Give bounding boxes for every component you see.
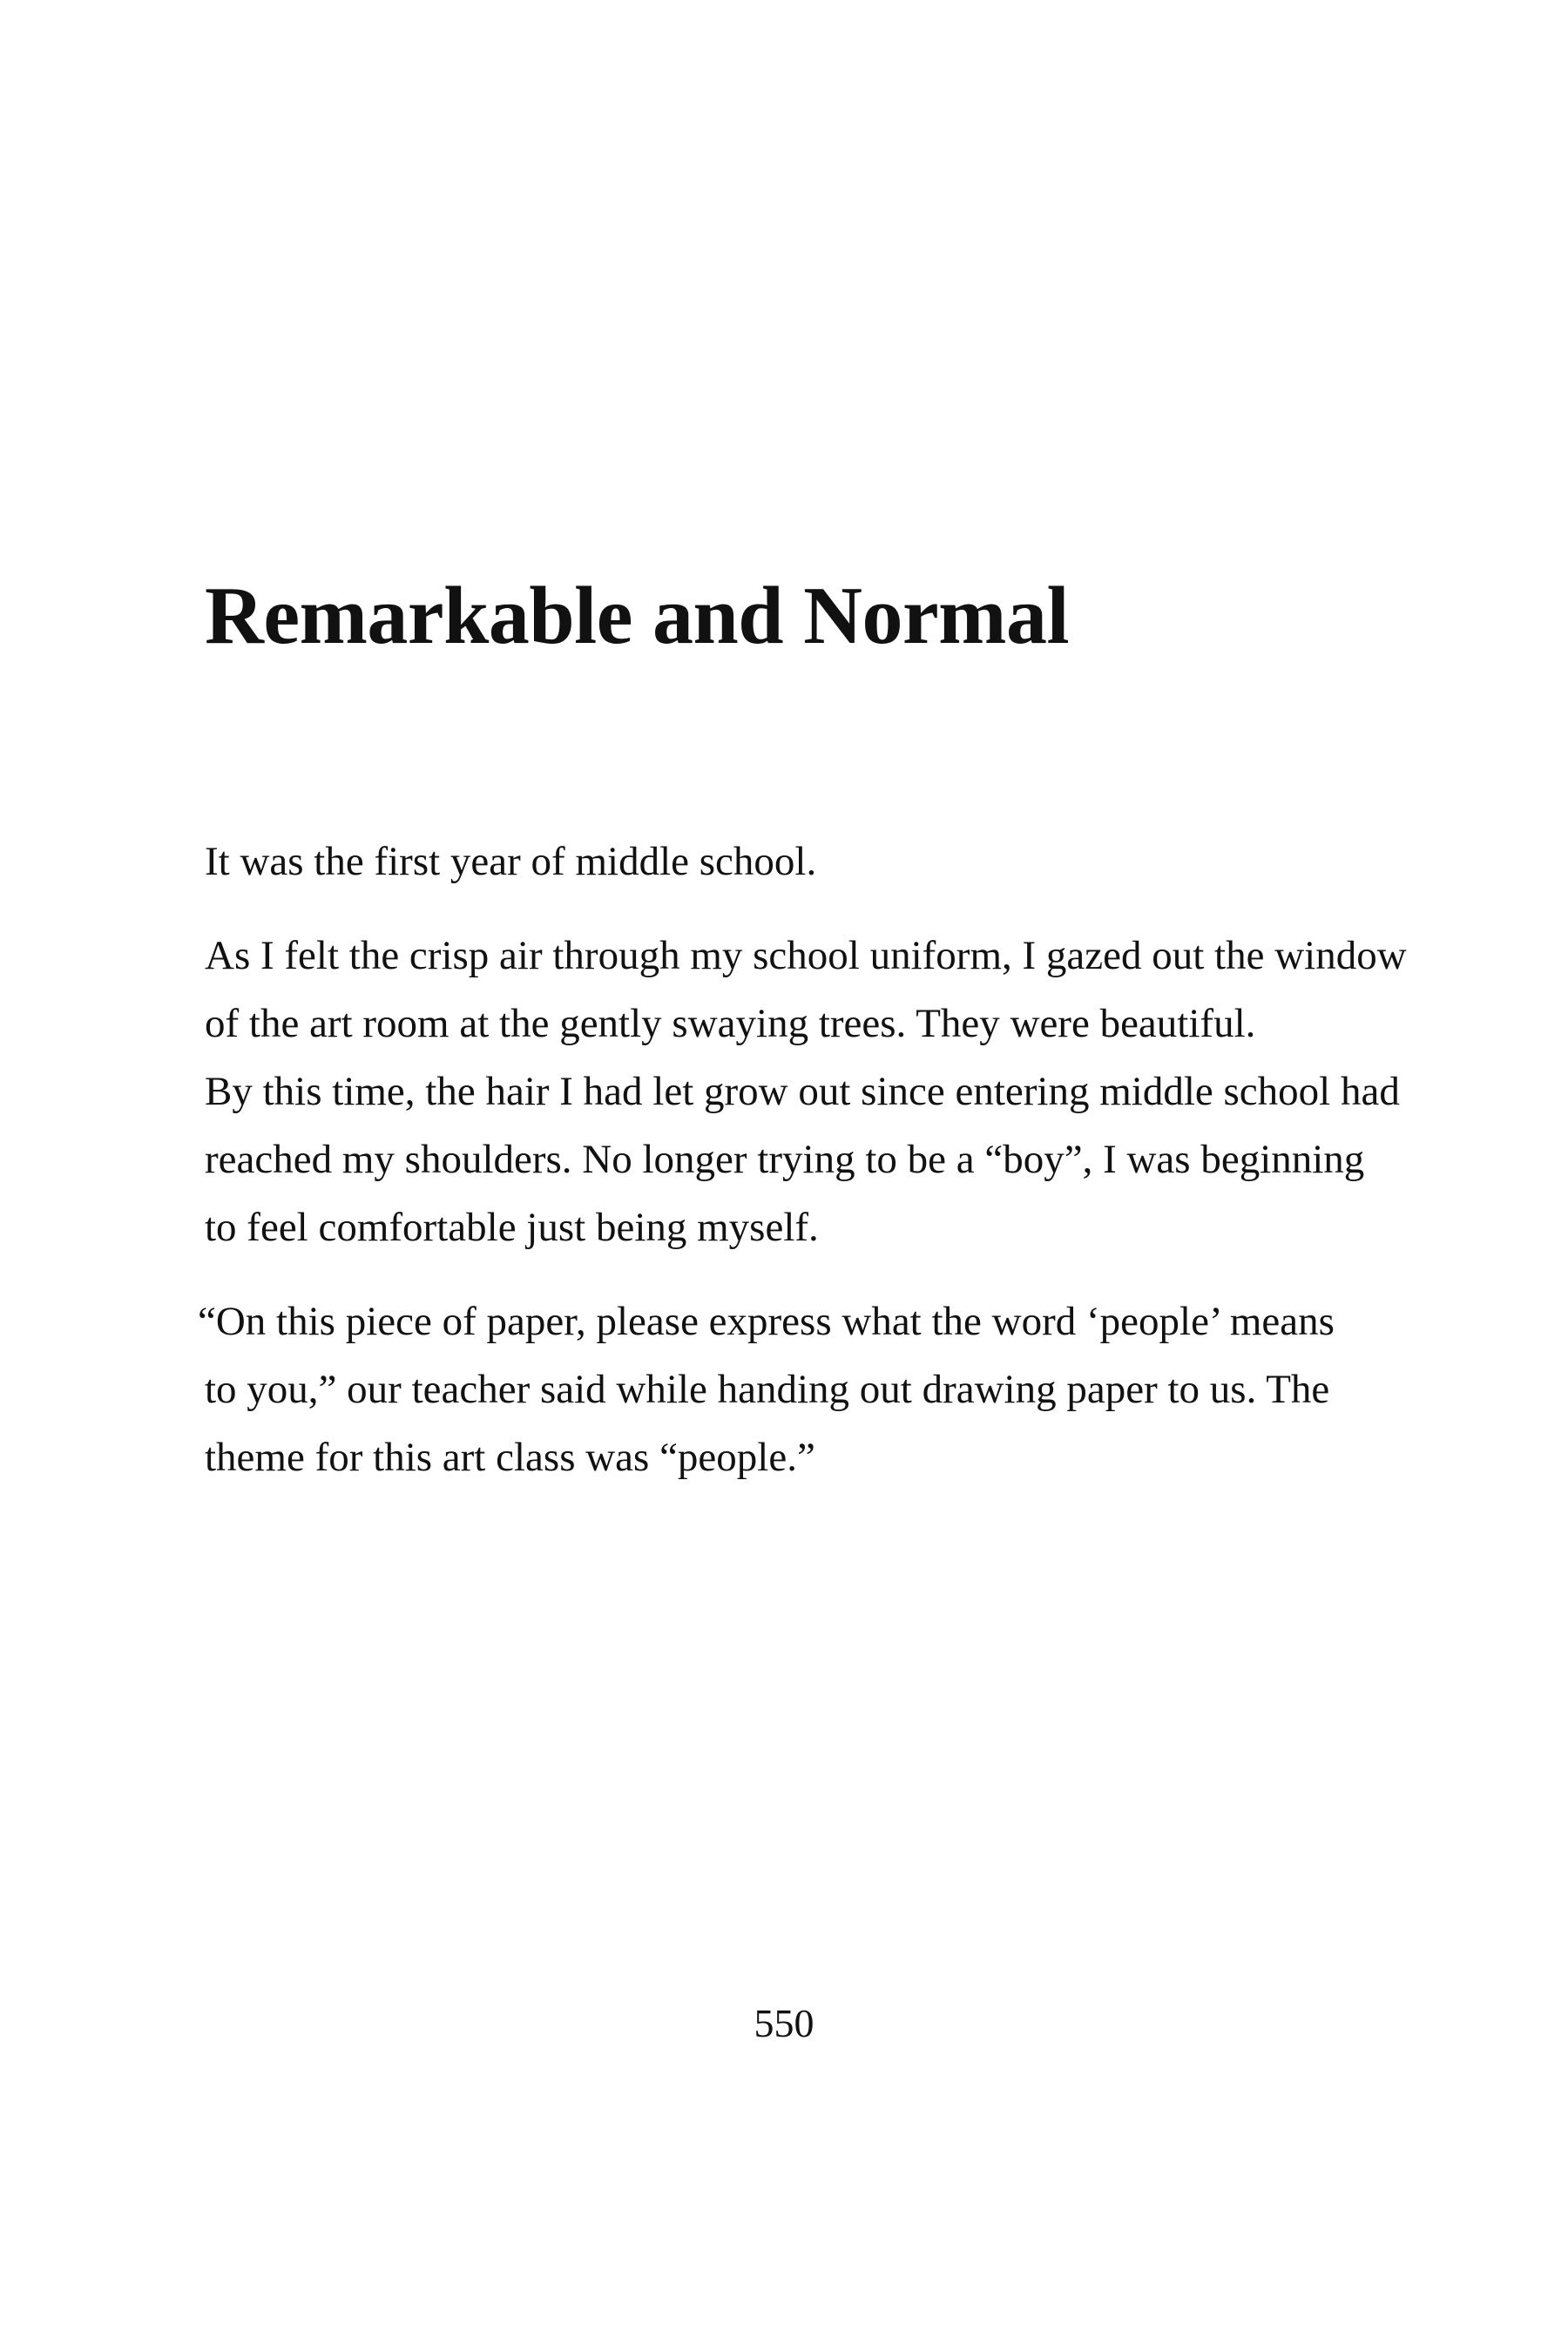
paragraph-gap: [205, 896, 1372, 922]
body-text: [198, 828, 1407, 1491]
paragraph-2: [205, 922, 1407, 1058]
paragraph-4: [198, 1288, 1372, 1491]
text-line: reached my shoulders. No longer trying to be a “boy”, I was beginning: [205, 1137, 1365, 1182]
text-line: It was the first year of middle school.: [205, 839, 817, 884]
paragraph-3: [205, 1058, 1400, 1261]
page-number: 550: [754, 2001, 814, 2045]
text-line: By this time, the hair I had let grow out since entering middle school had: [205, 1069, 1400, 1114]
text-line: theme for this art class was “people.”: [205, 1435, 815, 1480]
text-line: to you,” our teacher said while handing out drawing paper to us. The: [205, 1367, 1330, 1412]
chapter-title: Remarkable and Normal: [205, 571, 1070, 661]
paragraph-1: [205, 828, 1372, 896]
paragraph-gap: [205, 1261, 1372, 1288]
text-line: to feel comfortable just being myself.: [205, 1205, 819, 1250]
text-line: As I felt the crisp air through my school uniform, I gazed out the window: [205, 933, 1407, 978]
text-line: of the art room at the gently swaying trees. They were beautiful.: [205, 1001, 1256, 1046]
text-line: “On this piece of paper, please express what the word ‘people’ means: [198, 1299, 1335, 1344]
